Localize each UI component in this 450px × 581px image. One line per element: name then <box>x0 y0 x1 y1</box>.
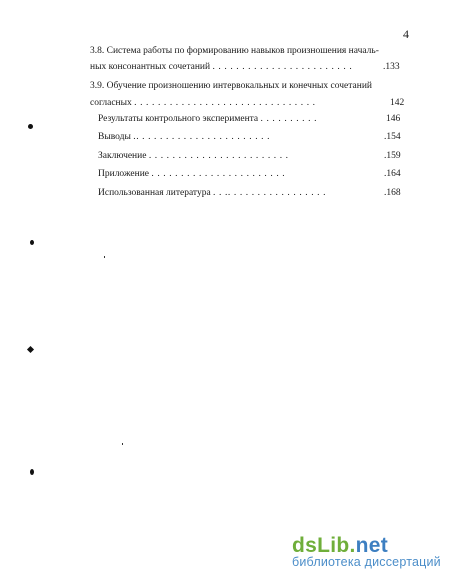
punch-hole-mark <box>27 346 34 353</box>
watermark-logo-main: dsLib. <box>292 534 356 557</box>
toc-leader-dots: . . . . . . . . . . . . . . . . . . . . . . . <box>151 169 286 179</box>
toc-entry-3-9-line1: 3.9. Обучение произношению интервокальных и конечных сочетаний <box>90 81 373 91</box>
toc-entry-final <box>98 150 289 162</box>
scan-speck <box>104 256 105 258</box>
toc-entry-final-page: .159 <box>384 151 401 161</box>
toc-entry-appendix-page: .164 <box>384 169 401 179</box>
toc-entry-appendix-text: Приложение <box>98 169 149 179</box>
toc-entry-3-8-text: ных консонантных сочетаний <box>90 62 211 72</box>
toc-entry-literature-text: Использованная литература <box>98 188 211 198</box>
toc-entry-3-8-page: .133 <box>383 62 400 72</box>
toc-entry-3-9-page: 142 <box>390 98 405 108</box>
toc-entry-conclusions-page: .154 <box>384 132 401 142</box>
toc-entry-final-text: Заключение <box>98 151 147 161</box>
toc-leader-dots: . . . . . . . . . . . . . . . . . . . . . . . . . . . . . . . <box>134 98 316 108</box>
toc-entry-3-8-line1: 3.8. Система работы по формированию навыков произношения началь- <box>90 46 379 56</box>
toc-entry-literature-page: .168 <box>384 188 401 198</box>
punch-hole-mark <box>28 124 33 129</box>
toc-entry-literature <box>98 187 326 199</box>
toc-leader-dots: . . .. . . . . . . . . . . . . . . . . <box>213 188 327 198</box>
toc-entry-appendix <box>98 168 285 180</box>
toc-entry-results <box>98 113 317 125</box>
toc-entry-conclusions <box>98 131 270 143</box>
toc-leader-dots: . . . . . . . . . . . . . . . . . . . . . . . . <box>148 151 289 161</box>
scan-speck <box>122 443 123 445</box>
watermark <box>292 534 442 569</box>
toc-entry-results-page: 146 <box>386 114 401 124</box>
toc-entry-conclusions-text: Выводы <box>98 132 131 142</box>
toc-entry-3-9-text: согласных <box>90 98 132 108</box>
toc-leader-dots: . . . . . . . . . . . . . . . . . . . . . . . . <box>212 62 353 72</box>
toc-entry-3-8-line2 <box>90 61 352 73</box>
punch-hole-mark <box>30 469 34 475</box>
toc-entry-results-text: Результаты контрольного эксперимента <box>98 114 259 124</box>
punch-hole-mark <box>30 240 34 245</box>
page-number: 4 <box>403 27 409 41</box>
toc-leader-dots: . . . . . . . . . . <box>260 114 318 124</box>
toc-entry-3-9-line2 <box>90 97 316 109</box>
toc-leader-dots: .. . . . . . . . . . . . . . . . . . . . . . . <box>133 132 271 142</box>
watermark-logo-suffix: net <box>355 534 389 557</box>
watermark-subtitle: библиотека диссертаций <box>292 555 441 569</box>
